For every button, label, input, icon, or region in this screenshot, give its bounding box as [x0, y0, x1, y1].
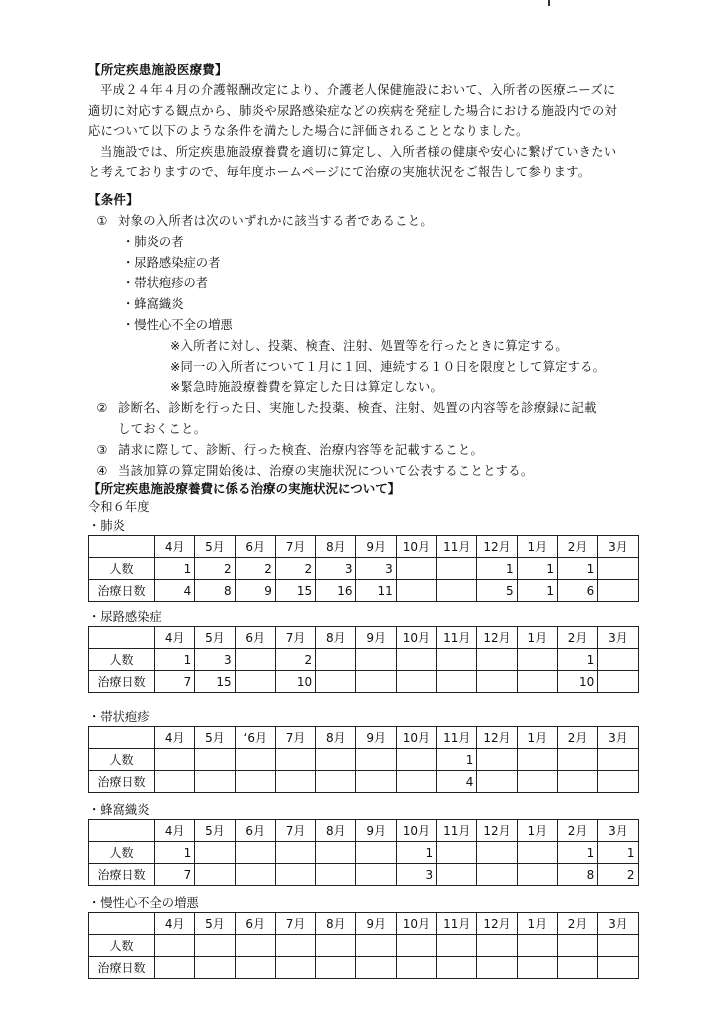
- month-header: 2月: [557, 536, 597, 558]
- list-item: ・慢性心不全の増悪: [122, 317, 233, 332]
- table-cell: 1: [437, 749, 477, 771]
- table-cell: [477, 749, 517, 771]
- header-row: [89, 536, 639, 558]
- table-cell: [316, 842, 356, 864]
- table-cell: [316, 864, 356, 886]
- table-cell: [437, 957, 477, 979]
- monthly-table: [88, 726, 639, 793]
- intro-paragraph-2: [88, 142, 648, 183]
- table-cell: 1: [557, 558, 597, 580]
- note-item: ※入所者に対し、投薬、検査、注射、処置等を行ったときに算定する。: [170, 338, 568, 353]
- table-cell: [598, 771, 638, 793]
- table-block-uti: [88, 609, 668, 693]
- paragraph-line: 平成２４年４月の介護報酬改定により、介護老人保健施設において、入所者の医療ニーズに: [100, 83, 616, 97]
- paragraph-line: 当施設では、所定疾患施設療養費を適切に算定し、入所者様の健康や安心に繋げていきたい: [100, 144, 617, 159]
- month-header: 9月: [356, 627, 396, 649]
- table-cell: 11: [356, 580, 396, 602]
- table-cell: [316, 749, 356, 771]
- list-item: ・帯状疱疹の者: [122, 276, 209, 291]
- header-row: [89, 913, 639, 935]
- table-cell: 2: [275, 649, 315, 671]
- list-item: ・蜂窩織炎: [122, 297, 184, 312]
- header-row: [89, 820, 639, 842]
- month-header: 11月: [437, 913, 477, 935]
- table-cell: [356, 749, 396, 771]
- table-row: [89, 842, 639, 864]
- condition-item-2: [88, 398, 648, 440]
- table-cell: [155, 771, 195, 793]
- table-cell: [316, 771, 356, 793]
- month-header: 12月: [477, 820, 517, 842]
- month-header: 7月: [275, 727, 315, 749]
- corner-cell: [89, 913, 155, 935]
- table-label: ・尿路感染症: [88, 610, 162, 624]
- table-cell: [396, 558, 436, 580]
- table-cell: [437, 558, 477, 580]
- month-header: 3月: [598, 536, 638, 558]
- table-row: [89, 580, 639, 602]
- table-cell: [598, 671, 638, 693]
- paragraph-line: 適切に対応する観点から、肺炎や尿路感染症などの疾病を発症した場合における施設内での対: [88, 103, 618, 118]
- paragraph-line: と考えておりますので、毎年度ホームページにて治療の実施状況をご報告して参ります。: [88, 165, 591, 180]
- month-header: 8月: [316, 727, 356, 749]
- month-header: 5月: [195, 627, 235, 649]
- fiscal-year: 令和６年度: [88, 500, 150, 514]
- monthly-table: [88, 535, 639, 602]
- month-header: 3月: [598, 727, 638, 749]
- monthly-table: [88, 819, 639, 886]
- table-cell: [477, 649, 517, 671]
- condition-number: ③: [96, 442, 108, 457]
- month-header: 12月: [477, 913, 517, 935]
- notes-list: [88, 336, 648, 398]
- table-cell: [235, 842, 275, 864]
- month-header: 7月: [275, 820, 315, 842]
- table-cell: 8: [557, 864, 597, 886]
- table-row: [89, 649, 639, 671]
- condition-text-line: しておくこと。: [118, 421, 207, 436]
- month-header: 2月: [557, 627, 597, 649]
- table-cell: 1: [557, 649, 597, 671]
- note-item: ※緊急時施設療養費を算定した日は算定しない。: [170, 380, 443, 395]
- table-cell: [316, 649, 356, 671]
- month-header: 8月: [316, 627, 356, 649]
- table-cell: [396, 957, 436, 979]
- month-header: 4月: [155, 627, 195, 649]
- conditions-section: [88, 190, 648, 481]
- table-cell: [477, 935, 517, 957]
- table-cell: 7: [155, 864, 195, 886]
- month-header: 8月: [316, 536, 356, 558]
- table-cell: [235, 935, 275, 957]
- table-cell: 3: [316, 558, 356, 580]
- table-cell: [275, 749, 315, 771]
- table-row: [89, 771, 639, 793]
- month-header: 7月: [275, 536, 315, 558]
- table-cell: 1: [155, 558, 195, 580]
- table-cell: 10: [557, 671, 597, 693]
- month-header: 3月: [598, 820, 638, 842]
- conditions-heading: 【条件】: [88, 192, 139, 207]
- table-cell: [517, 671, 557, 693]
- month-header: 10月: [396, 820, 436, 842]
- row-label: 人数: [89, 649, 155, 671]
- condition-text: 対象の入所者は次のいずれかに該当する者であること。: [118, 214, 433, 228]
- table-cell: [155, 935, 195, 957]
- table-cell: [598, 649, 638, 671]
- table-cell: 3: [195, 649, 235, 671]
- table-cell: [517, 842, 557, 864]
- note-item: ※同一の入所者について１月に１回、連続する１０日を限度として算定する。: [170, 359, 606, 374]
- month-header: 11月: [437, 727, 477, 749]
- corner-cell: [89, 627, 155, 649]
- condition-text: [88, 398, 648, 440]
- row-label: 治療日数: [89, 580, 155, 602]
- table-cell: [598, 749, 638, 771]
- table-cell: [396, 771, 436, 793]
- row-label: 人数: [89, 842, 155, 864]
- table-cell: [316, 935, 356, 957]
- table-cell: [477, 671, 517, 693]
- month-header: 7月: [275, 913, 315, 935]
- header-row: [89, 627, 639, 649]
- table-cell: [396, 580, 436, 602]
- table-cell: [477, 864, 517, 886]
- table-cell: [356, 771, 396, 793]
- table-block-heart-failure: [88, 895, 668, 979]
- table-row: [89, 957, 639, 979]
- month-header: 1月: [517, 913, 557, 935]
- table-cell: 1: [517, 558, 557, 580]
- header-row: [89, 727, 639, 749]
- table-block-shingles: [88, 709, 668, 793]
- monthly-table: [88, 626, 639, 693]
- table-cell: [517, 649, 557, 671]
- table-cell: 1: [598, 842, 638, 864]
- table-cell: [155, 749, 195, 771]
- table-cell: 2: [235, 558, 275, 580]
- month-header: 10月: [396, 727, 436, 749]
- month-header: 1月: [517, 727, 557, 749]
- list-item: ・肺炎の者: [122, 234, 184, 249]
- month-header: 2月: [557, 727, 597, 749]
- table-cell: [275, 842, 315, 864]
- table-cell: [195, 749, 235, 771]
- month-header: 10月: [396, 627, 436, 649]
- month-header: 12月: [477, 727, 517, 749]
- month-header: 9月: [356, 913, 396, 935]
- month-header: 11月: [437, 627, 477, 649]
- table-cell: [477, 842, 517, 864]
- table-cell: [477, 771, 517, 793]
- scan-artifact: [548, 0, 550, 6]
- table-cell: [235, 864, 275, 886]
- row-label: 治療日数: [89, 957, 155, 979]
- table-cell: [155, 957, 195, 979]
- table-cell: 1: [396, 842, 436, 864]
- month-header: 9月: [356, 727, 396, 749]
- table-cell: 2: [275, 558, 315, 580]
- table-cell: [195, 864, 235, 886]
- intro-section: [88, 60, 648, 183]
- table-cell: 2: [195, 558, 235, 580]
- table-cell: 1: [557, 842, 597, 864]
- table-cell: [235, 957, 275, 979]
- table-cell: [235, 771, 275, 793]
- table-row: [89, 935, 639, 957]
- table-cell: [598, 580, 638, 602]
- row-label: 治療日数: [89, 864, 155, 886]
- table-block-pneumonia: [88, 518, 668, 602]
- table-cell: [195, 935, 235, 957]
- table-cell: [477, 957, 517, 979]
- month-header: 3月: [598, 913, 638, 935]
- month-header: 10月: [396, 913, 436, 935]
- corner-cell: [89, 820, 155, 842]
- intro-heading: 【所定疾患施設医療費】: [88, 62, 228, 77]
- table-cell: [517, 864, 557, 886]
- table-cell: [437, 671, 477, 693]
- table-cell: [557, 935, 597, 957]
- monthly-table: [88, 912, 639, 979]
- condition-text-line: 診断名、診断を行った日、実施した投薬、検査、注射、処置の内容等を診療録に記載: [118, 401, 597, 416]
- table-cell: [437, 580, 477, 602]
- row-label: 人数: [89, 935, 155, 957]
- table-label: ・帯状疱疹: [88, 710, 150, 724]
- table-cell: [437, 935, 477, 957]
- table-cell: [396, 671, 436, 693]
- row-label: 治療日数: [89, 771, 155, 793]
- table-cell: [396, 649, 436, 671]
- table-cell: [598, 957, 638, 979]
- table-cell: [356, 864, 396, 886]
- row-label: 人数: [89, 558, 155, 580]
- table-cell: [517, 935, 557, 957]
- condition-number: ②: [96, 401, 108, 416]
- table-cell: [275, 771, 315, 793]
- corner-cell: [89, 727, 155, 749]
- table-cell: 9: [235, 580, 275, 602]
- table-cell: [235, 649, 275, 671]
- table-cell: [598, 558, 638, 580]
- month-header: 5月: [195, 820, 235, 842]
- condition-number: ①: [96, 214, 108, 228]
- table-cell: 3: [396, 864, 436, 886]
- condition-text: 当該加算の算定開始後は、治療の実施状況について公表することとする。: [118, 463, 534, 478]
- table-label: ・肺炎: [88, 519, 125, 533]
- table-label: ・蜂窩織炎: [88, 803, 150, 817]
- table-cell: [275, 957, 315, 979]
- month-header: 6月: [235, 913, 275, 935]
- intro-paragraph-1: [88, 80, 648, 142]
- table-cell: [356, 935, 396, 957]
- table-cell: 15: [275, 580, 315, 602]
- table-cell: 16: [316, 580, 356, 602]
- table-cell: 4: [437, 771, 477, 793]
- month-header: 12月: [477, 536, 517, 558]
- table-cell: 1: [477, 558, 517, 580]
- condition-item-1: [88, 211, 648, 232]
- table-row: [89, 864, 639, 886]
- condition-number: ④: [96, 463, 108, 478]
- table-cell: [275, 935, 315, 957]
- table-cell: 8: [195, 580, 235, 602]
- month-header: 10月: [396, 536, 436, 558]
- month-header: 6月: [235, 627, 275, 649]
- table-cell: [195, 842, 235, 864]
- table-label: ・慢性心不全の増悪: [88, 896, 199, 910]
- month-header: 4月: [155, 820, 195, 842]
- table-row: [89, 671, 639, 693]
- month-header: 5月: [195, 913, 235, 935]
- month-header: 6月: [235, 820, 275, 842]
- month-header: 11月: [437, 820, 477, 842]
- month-header: 8月: [316, 820, 356, 842]
- month-header: 5月: [195, 727, 235, 749]
- table-cell: [517, 957, 557, 979]
- condition-text: 請求に際して、診断、行った検査、治療内容等を記載すること。: [118, 442, 484, 457]
- month-header: 6月: [235, 536, 275, 558]
- table-cell: 4: [155, 580, 195, 602]
- month-header: 2月: [557, 820, 597, 842]
- table-row: [89, 749, 639, 771]
- condition-item-3: [88, 440, 648, 461]
- month-header: 1月: [517, 820, 557, 842]
- table-cell: [316, 671, 356, 693]
- month-header: 1月: [517, 627, 557, 649]
- table-cell: [437, 864, 477, 886]
- table-cell: [396, 749, 436, 771]
- conditions-list: [88, 211, 648, 481]
- month-header: 4月: [155, 727, 195, 749]
- table-cell: [275, 864, 315, 886]
- table-cell: [396, 935, 436, 957]
- table-block-cellulitis: [88, 802, 668, 886]
- month-header: 3月: [598, 627, 638, 649]
- table-cell: 2: [598, 864, 638, 886]
- table-cell: [437, 842, 477, 864]
- table-cell: [557, 771, 597, 793]
- table-cell: [356, 671, 396, 693]
- table-cell: [235, 671, 275, 693]
- table-cell: [557, 957, 597, 979]
- table-cell: [557, 749, 597, 771]
- table-cell: 1: [155, 842, 195, 864]
- eligible-conditions-list: [88, 232, 648, 336]
- table-cell: [195, 957, 235, 979]
- table-cell: 5: [477, 580, 517, 602]
- corner-cell: [89, 536, 155, 558]
- report-title: 【所定疾患施設療養費に係る治療の実施状況について】: [88, 481, 401, 496]
- month-header: 5月: [195, 536, 235, 558]
- row-label: 人数: [89, 749, 155, 771]
- month-header: 4月: [155, 913, 195, 935]
- table-cell: [437, 649, 477, 671]
- table-cell: [517, 749, 557, 771]
- table-row: [89, 558, 639, 580]
- month-header: 9月: [356, 536, 396, 558]
- table-cell: 7: [155, 671, 195, 693]
- table-cell: 3: [356, 558, 396, 580]
- month-header: ‘6月: [235, 727, 275, 749]
- table-cell: [316, 957, 356, 979]
- table-cell: [356, 649, 396, 671]
- month-header: 12月: [477, 627, 517, 649]
- table-cell: 15: [195, 671, 235, 693]
- row-label: 治療日数: [89, 671, 155, 693]
- table-cell: [517, 771, 557, 793]
- list-item: ・尿路感染症の者: [122, 255, 221, 270]
- table-cell: [598, 935, 638, 957]
- condition-item-4: [88, 461, 648, 482]
- table-cell: 10: [275, 671, 315, 693]
- month-header: 2月: [557, 913, 597, 935]
- month-header: 7月: [275, 627, 315, 649]
- month-header: 9月: [356, 820, 396, 842]
- table-cell: [356, 842, 396, 864]
- paragraph-line: 応について以下のような条件を満たした場合に評価されることとなりました。: [88, 124, 529, 139]
- table-cell: [195, 771, 235, 793]
- month-header: 1月: [517, 536, 557, 558]
- table-cell: 1: [517, 580, 557, 602]
- report-section: [88, 480, 668, 517]
- table-cell: 6: [557, 580, 597, 602]
- table-cell: 1: [155, 649, 195, 671]
- month-header: 11月: [437, 536, 477, 558]
- table-cell: [235, 749, 275, 771]
- table-cell: [356, 957, 396, 979]
- month-header: 8月: [316, 913, 356, 935]
- month-header: 4月: [155, 536, 195, 558]
